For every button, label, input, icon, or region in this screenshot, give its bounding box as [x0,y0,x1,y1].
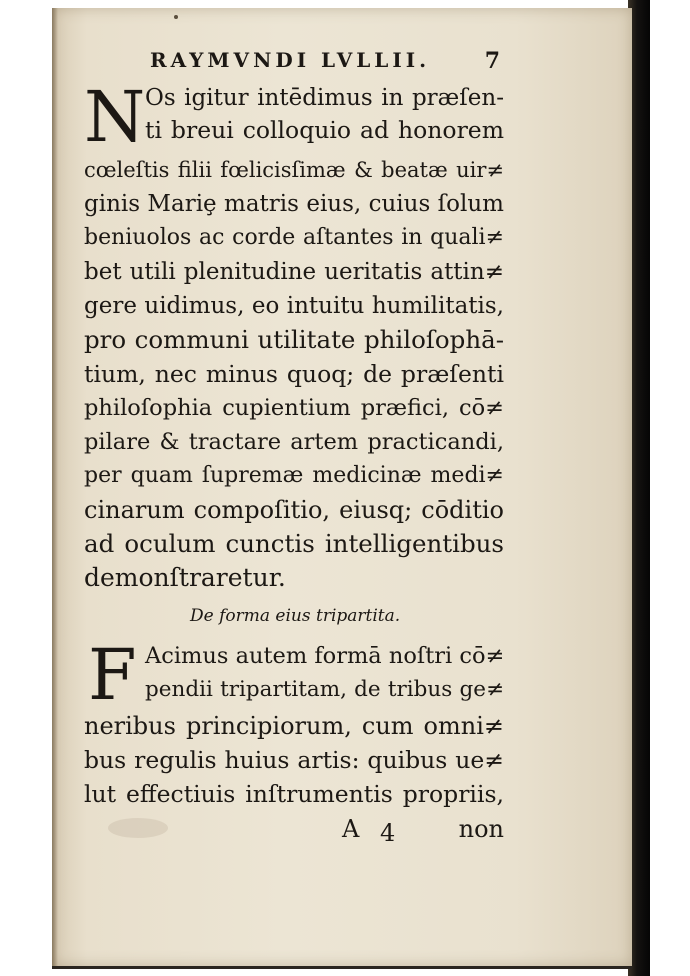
text-line: pro communi utilitate philoſophā- [84,325,504,354]
offset-smudge [108,818,168,838]
text-line: bus regulis huius artis: quibus ue≠ [84,746,504,774]
drop-cap-n: N [84,76,146,158]
running-header [150,48,500,74]
signature-mark-letter: A [342,815,360,843]
text-line: ti breui colloquio ad honorem [145,116,504,144]
page-number: 7 [484,48,500,74]
text-line: pendii tripartitam, de tribus ge≠ [145,677,504,702]
text-line: beniuolos ac corde aſtantes in quali≠ [84,225,504,250]
text-line: ad oculum cunctis intelligentibus [84,529,504,558]
text-line: philoſophia cupientium præfici, cō≠ [84,395,504,421]
text-line: tium, nec minus quoq; de præſenti [84,360,504,388]
text-line: per quam ſupremæ medicinæ medi≠ [84,463,504,488]
ink-speck [174,15,178,19]
text-line: cœleſtis filii fœlicisſimæ & beatæ uir≠ [84,158,504,182]
text-line-last: demonſtraretur. [84,563,286,592]
section-subheading: De forma eius tripartita. [190,606,401,626]
text-line: neribus principiorum, cum omni≠ [84,712,504,740]
text-line: bet utili plenitudine ueritatis attin≠ [84,259,504,285]
running-title: RAYMVNDI LVLLII. [150,48,431,72]
text-line: Acimus autem formā noſtri cō≠ [145,643,505,669]
text-line: cinarum compoſitio, eiusq; cōditio [84,496,504,524]
text-line: ginis Mariȩ matris eius, cuius ſolum [84,191,504,217]
text-line: Os igitur intēdimus in præſen- [145,85,504,111]
text-line: gere uidimus, eo intuitu humilitatis, [84,293,504,319]
text-line: lut effectiuis inſtrumentis propriis, [84,780,504,808]
signature-mark-number: 4 [380,819,396,847]
catchword: non [458,815,504,843]
text-line: pilare & tractare artem practicandi, [84,429,504,455]
drop-cap-f: F [88,634,137,716]
page-edge [52,8,58,966]
